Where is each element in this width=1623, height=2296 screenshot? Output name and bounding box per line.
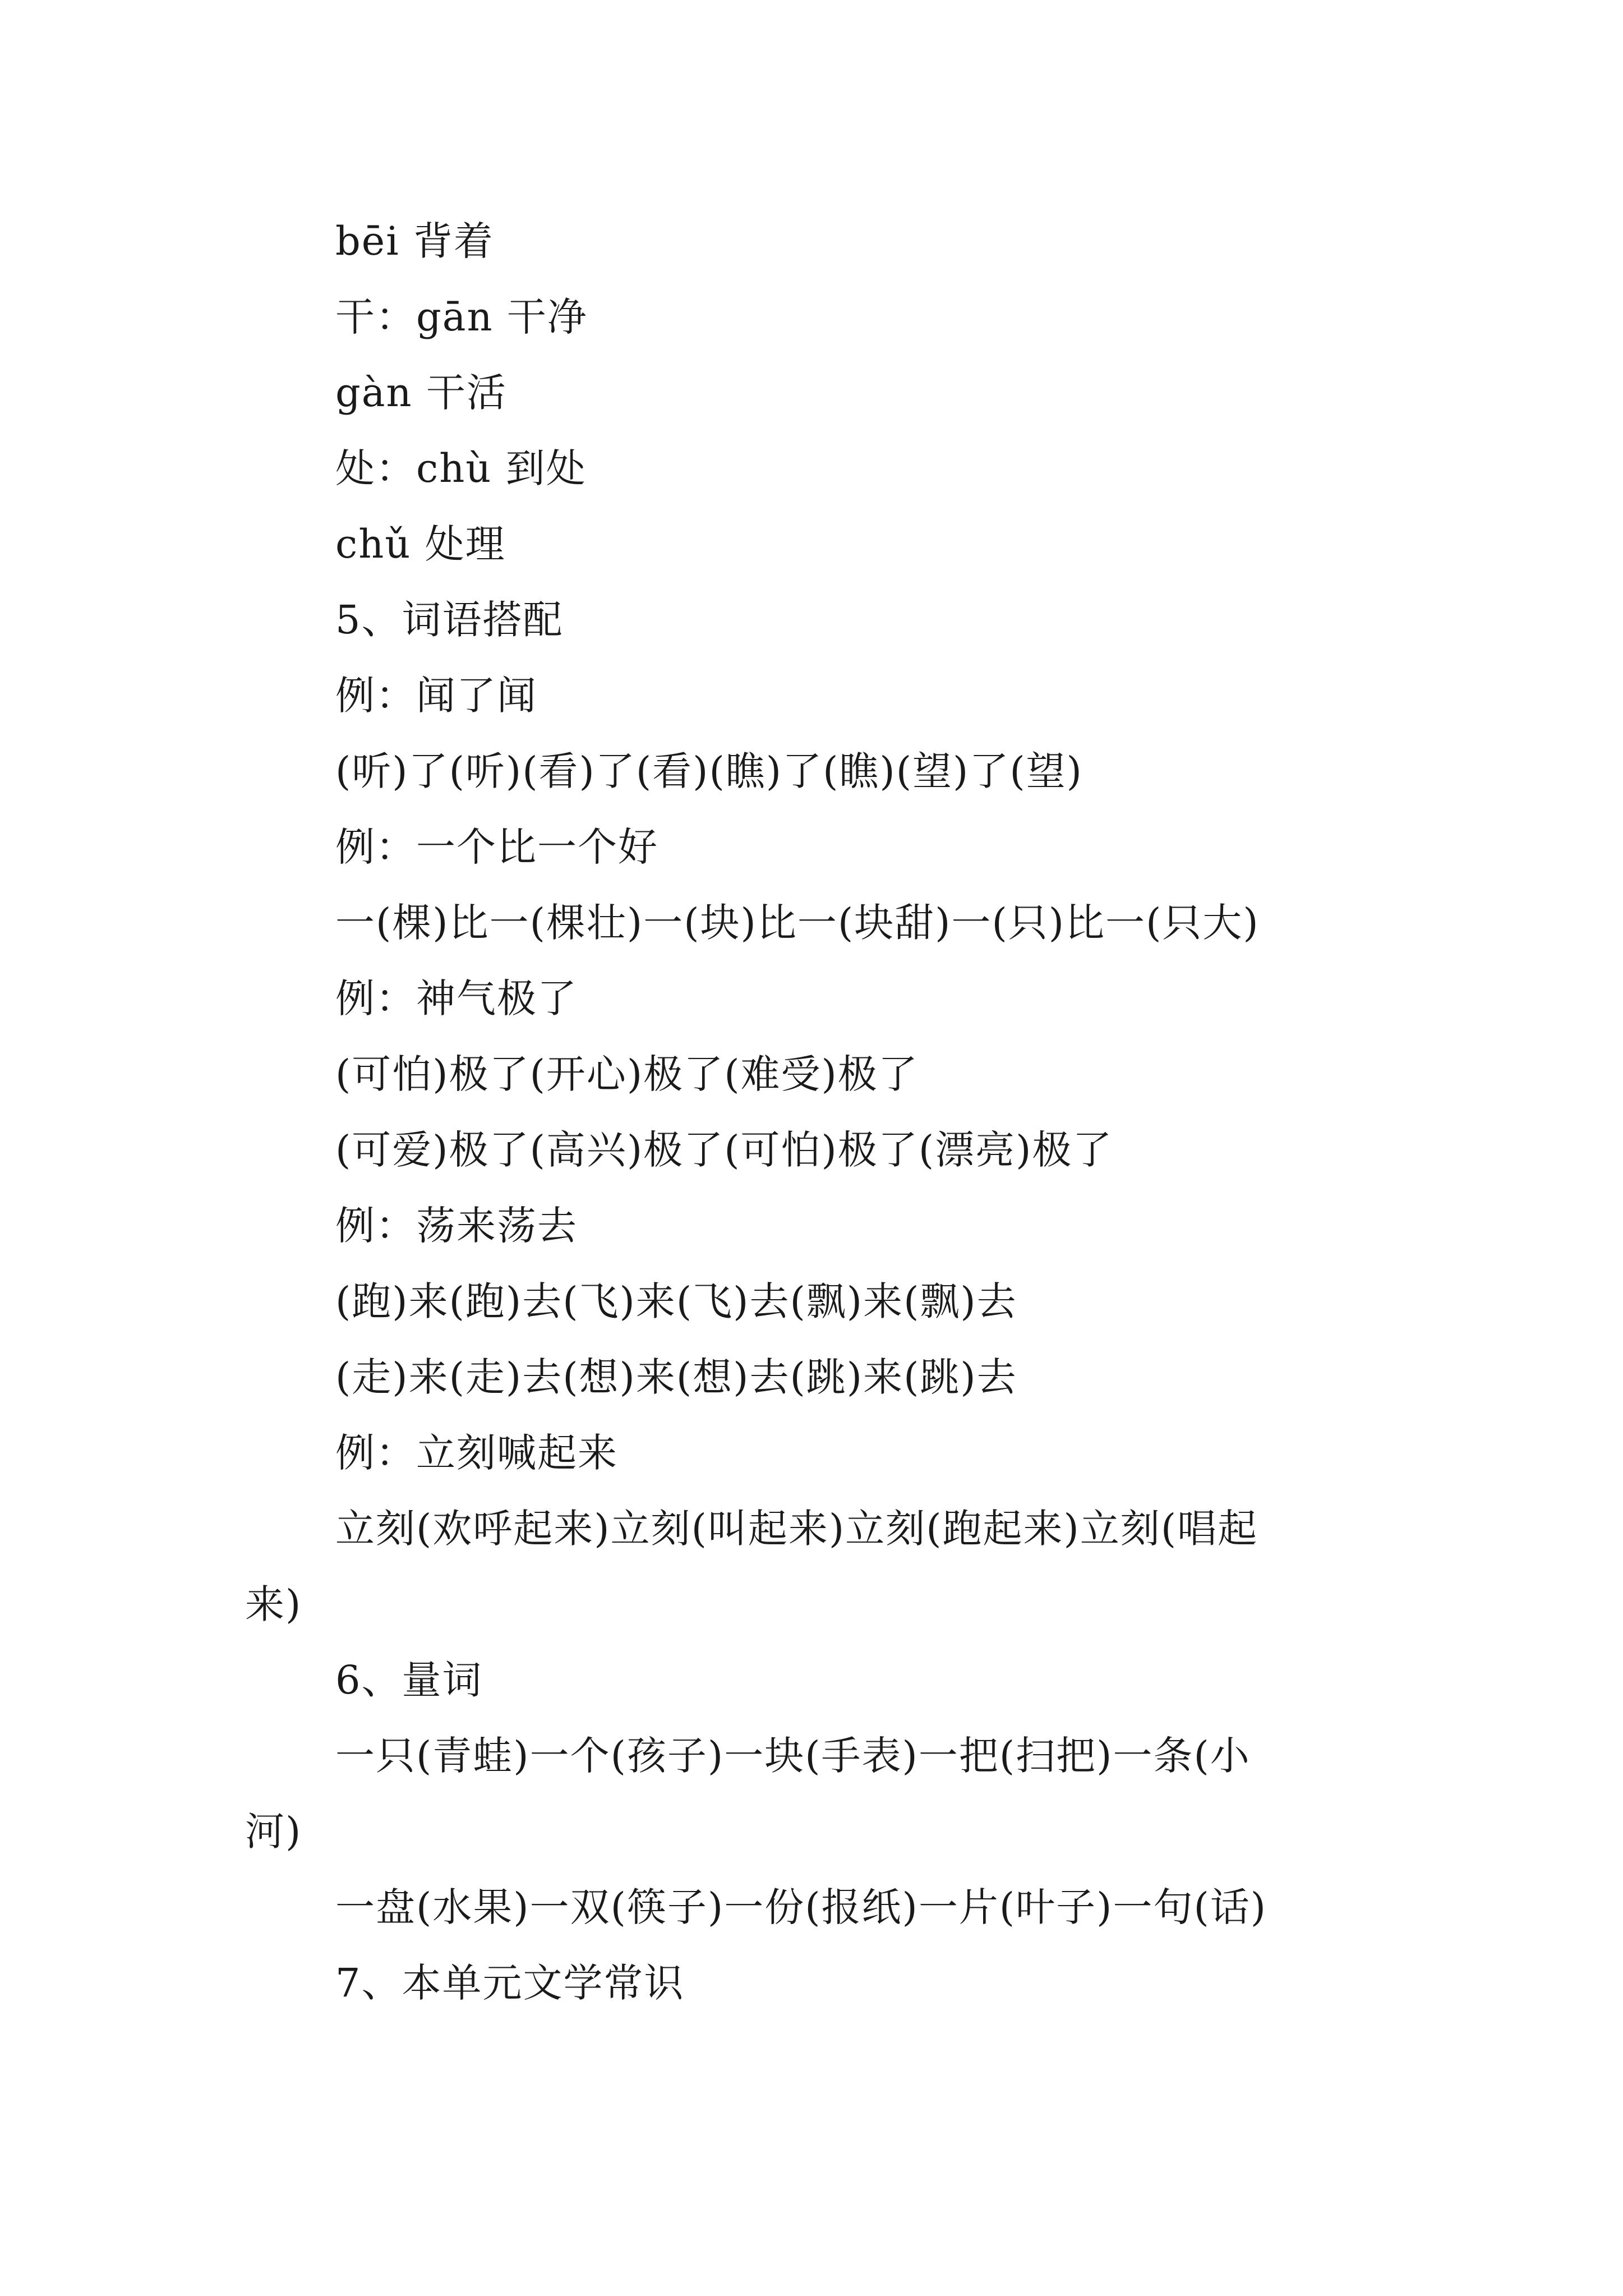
text-line: (听)了(听)(看)了(看)(瞧)了(瞧)(望)了(望) [335, 748, 1083, 794]
example-line: 例：立刻喊起来 [335, 1430, 618, 1476]
text-line: 立刻(欢呼起来)立刻(叫起来)立刻(跑起来)立刻(唱起 [335, 1506, 1258, 1552]
text-line: gàn 干活 [335, 370, 507, 416]
text-line: chǔ 处理 [335, 521, 506, 567]
text-line: (可怕)极了(开心)极了(难受)极了 [335, 1051, 919, 1097]
text-line-continuation: 河) [245, 1809, 302, 1855]
example-line: 例：一个比一个好 [335, 824, 658, 870]
text-line: 一只(青蛙)一个(孩子)一块(手表)一把(扫把)一条(小 [335, 1733, 1251, 1779]
text-line: (跑)来(跑)去(飞)来(飞)去(飘)来(飘)去 [335, 1278, 1017, 1324]
text-line: 一(棵)比一(棵壮)一(块)比一(块甜)一(只)比一(只大) [335, 900, 1260, 946]
text-line: 干：gān 干净 [335, 294, 588, 340]
example-line: 例：荡来荡去 [335, 1203, 578, 1249]
text-line: 处：chù 到处 [335, 445, 587, 491]
text-line: (可爱)极了(高兴)极了(可怕)极了(漂亮)极了 [335, 1127, 1113, 1173]
text-line: bēi 背着 [335, 218, 494, 264]
section-heading: 7、本单元文学常识 [335, 1960, 685, 2006]
example-line: 例：神气极了 [335, 976, 578, 1022]
text-line: 一盘(水果)一双(筷子)一份(报纸)一片(叶子)一句(话) [335, 1884, 1267, 1930]
example-line: 例：闻了闻 [335, 673, 537, 719]
text-line-continuation: 来) [245, 1581, 302, 1627]
section-heading: 5、词语搭配 [335, 597, 564, 643]
section-heading: 6、量词 [335, 1657, 483, 1703]
text-line: (走)来(走)去(想)来(想)去(跳)来(跳)去 [335, 1354, 1017, 1400]
